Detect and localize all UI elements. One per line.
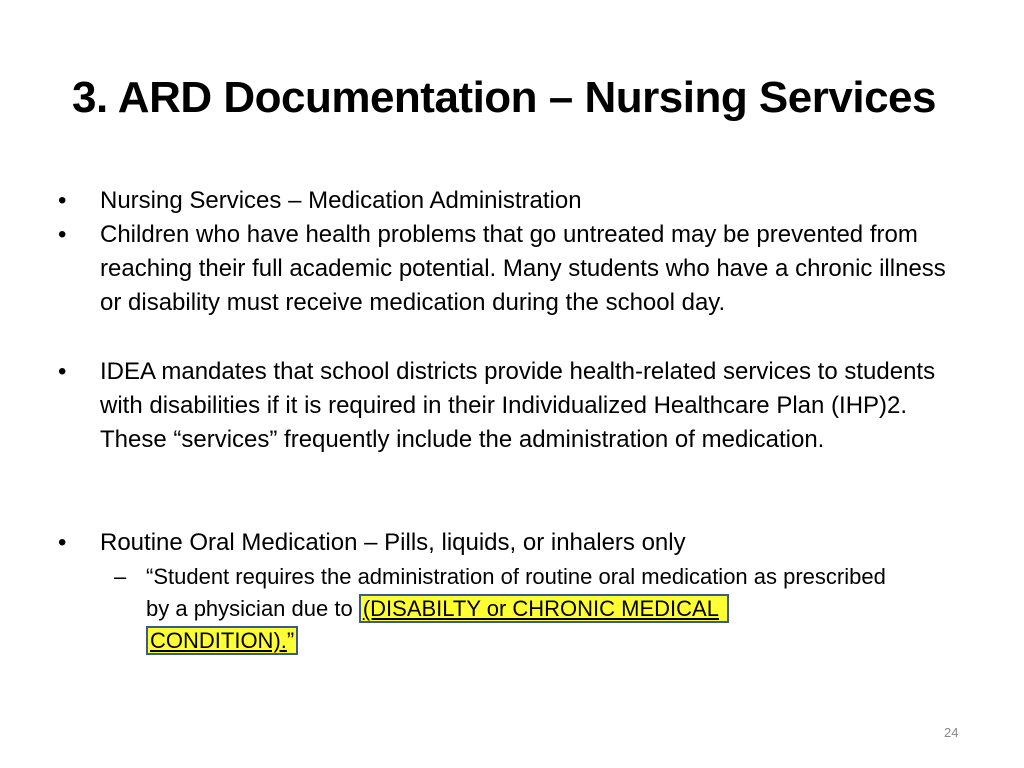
bullet-item-children-health: Children who have health problems that go untreated may be prevented from reaching their full academic potential. Many students who have a chronic illness or disability must receive medication during the school day. — [100, 221, 946, 316]
bullet-item-idea-mandates: IDEA mandates that school districts provide health-related services to students with disabilities if it is required in their Individualized Healthcare Plan (IHP)2. These “services” frequently include the administration of medication. — [100, 358, 936, 453]
sub-bullet-student-requires — [146, 561, 906, 657]
bullet-marker: • — [58, 221, 67, 248]
bullet-marker: • — [58, 358, 67, 385]
closing-quote: ” — [286, 628, 295, 653]
bullet-item-routine-oral-medication: Routine Oral Medication – Pills, liquids, or inhalers only — [100, 529, 686, 556]
bullet-marker: • — [58, 187, 67, 214]
bullet-marker: • — [58, 529, 67, 556]
sub-bullet-marker: – — [114, 564, 127, 589]
highlight-condition-text: CONDITION). — [150, 628, 287, 653]
highlight-disability-chronic: (DISABILTY or CHRONIC MEDICAL — [359, 594, 729, 623]
highlight-condition — [146, 626, 298, 655]
sub-bullet-lead-text: “Student requires the administration of routine oral medication as prescribed by a physician due to — [146, 564, 886, 621]
slide-title: 3. ARD Documentation – Nursing Services — [72, 73, 936, 122]
bullet-item-nursing-services: Nursing Services – Medication Administration — [100, 187, 582, 214]
page-number: 24 — [944, 725, 959, 740]
